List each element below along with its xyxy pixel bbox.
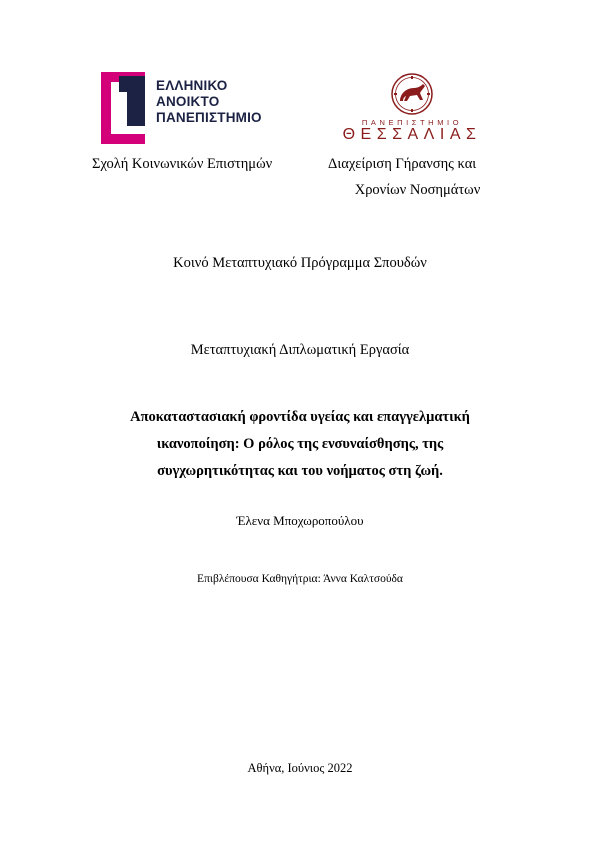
program-name: Κοινό Μεταπτυχιακό Πρόγραμμα Σπουδών xyxy=(173,255,427,271)
eap-line-1: ΕΛΛΗΝΙΚΟ xyxy=(156,78,228,93)
uth-logo-top-text: ΠΑΝΕΠΙΣΤΗΜΙΟ xyxy=(361,118,463,127)
school-name: Σχολή Κοινωνικών Επιστημών xyxy=(92,156,273,172)
eap-line-3: ΠΑΝΕΠΙΣΤΗΜΙΟ xyxy=(156,110,262,125)
author-name: Έλενα Μποχωροπούλου xyxy=(236,513,364,528)
supervisor: Επιβλέπουσα Καθηγήτρια: Άννα Καλτσούδα xyxy=(197,573,403,585)
uth-logo-bottom-text: ΘΕΣΣΑΛΙΑΣ xyxy=(342,126,482,143)
place-date: Αθήνα, Ιούνιος 2022 xyxy=(247,761,353,775)
department-line-2: Χρονίων Νοσημάτων xyxy=(354,182,481,198)
eap-logo-text xyxy=(156,78,262,126)
thesis-type: Μεταπτυχιακή Διπλωματική Εργασία xyxy=(190,342,410,358)
department-line-1: Διαχείριση Γήρανσης και xyxy=(328,156,477,172)
thesis-title: Αποκαταστασιακή φροντίδα υγείας και επαγγελματική ικανοποίηση: Ο ρόλος της ενσυναίσθησης, της συγχωρητικότητας και του νοήματος στη ζωή. xyxy=(130,409,470,479)
eap-line-2: ΑΝΟΙΚΤΟ xyxy=(156,94,220,109)
